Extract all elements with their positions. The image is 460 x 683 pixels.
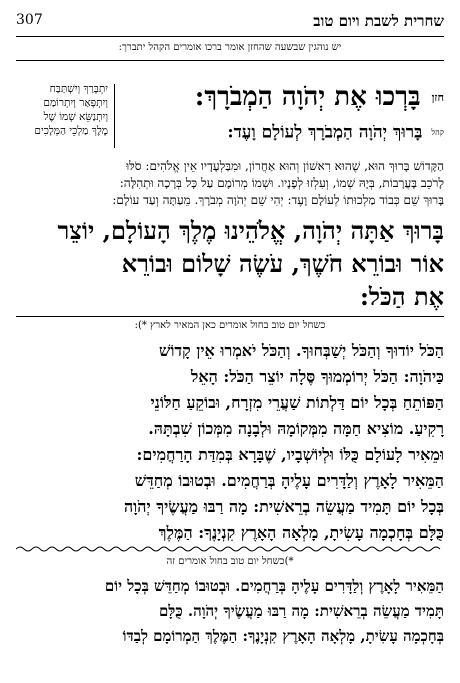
chazan-text: בָּרְכוּ אֶת יְהֹוָה הַמְבֹרָךְ: xyxy=(194,82,421,112)
yitbarach-response xyxy=(16,82,108,154)
custom-note: יש נוהגין שבשעה שהחזן אומר ברכו אומרים הקהל יתברך: xyxy=(118,42,342,53)
shabbat-note: כשחל יום טוב בחול אומרים כאן המאיר לארץ *): xyxy=(134,320,326,331)
text-line: כַּיהֹוָה: הַכֹּל יְרוֹמְמוּךָ סֶּלָה יוֹצֵר הַכֹּל: הָאֵל xyxy=(190,367,444,386)
section-rule xyxy=(16,316,444,317)
page-number: 307 xyxy=(16,12,43,28)
note-rule xyxy=(16,60,444,61)
blessing-line: בָּרוּךְ אַתָּה יְהֹוָה, אֱלֹהֵינוּ מֶלֶךְ הָעוֹלָם, יוֹצֵר xyxy=(57,216,444,245)
yitbarach-line: וְיִתְנַשֵּׂא שְׁמוֹ שֶׁל xyxy=(43,111,108,123)
wavy-divider xyxy=(16,545,444,553)
column-divider xyxy=(114,84,115,148)
barchu-main xyxy=(120,82,444,154)
text-line: בָּרוּךְ שֵׁם כְּבוֹד מַלְכוּתוֹ לְעוֹלָם וָעֶד: יְהִי שֵׁם יְהֹוָה מְבֹרָךְ. מֵעַתָּה וְעַד עוֹלָם: xyxy=(112,193,444,207)
yitbarach-line: מֶלֶךְ מַלְכֵי הַמְּלָכִים xyxy=(34,125,108,137)
hakol-yoducha-paragraph xyxy=(16,338,444,546)
text-line: הַמֵּאִיר לָאָרֶץ וְלַדָּרִים עָלֶיהָ בְּרַחֲמִים. וּבְטוּבוֹ מְחַדֵּשׁ xyxy=(134,471,444,490)
kahal-text: בָּרוּךְ יְהֹוָה הַמְבֹרָךְ לְעוֹלָם וָעֶד: xyxy=(227,122,423,143)
page-header xyxy=(16,12,444,32)
footnote-note: *)כשחל יום טוב בחול אומרים זה xyxy=(166,556,294,567)
yotzer-blessing xyxy=(16,214,444,313)
text-line: רָקִיעַ. מוֹצִיא חַמָּה מִמְּקוֹמָהּ וּלְבָנָה מִמְּכוֹן שִׁבְתָּהּ. xyxy=(148,419,444,438)
text-line: בְּכָל יוֹם תָּמִיד מַעֲשֵׂה בְרֵאשִׁית: מָה רַבּוּ מַעֲשֶׂיךָ יְהֹוָה xyxy=(123,497,444,516)
text-line: וּמֵאִיר לָעוֹלָם כֻּלּוֹ וּלְיוֹשְׁבָיו, שֶׁבָּרָא בְּמִדַּת הָרַחֲמִים: xyxy=(136,445,444,464)
kahal-line xyxy=(227,122,444,143)
chazan-line xyxy=(195,82,444,112)
text-line: הַכֹּל יוֹדוּךָ וְהַכֹּל יְשַׁבְּחוּךָ. וְהַכֹּל יֹאמְרוּ אֵין קָדוֹשׁ xyxy=(159,341,444,360)
blessing-line: אוֹר וּבוֹרֵא חֹשֶׁךְ, עֹשֶׂה שָׁלוֹם וּבוֹרֵא xyxy=(121,249,444,278)
kahal-label: קהל xyxy=(431,128,444,137)
text-line: הַמֵּאִיר לָאָרֶץ וְלַדָּרִים עָלֶיהָ בְּרַחֲמִים. וּבְטוּבוֹ מְחַדֵּשׁ בְּכָל יוֹם xyxy=(104,577,444,595)
text-line: לָרֹכֵב בָּעֲרָבוֹת, בְּיָהּ שְׁמוֹ, וְעִלְזוּ לְפָנָיו. וּשְׁמוֹ מְרוֹמָם עַל כָּל בְּרָכָה וּתְהִלָּה: xyxy=(119,176,444,190)
yitbarach-line: יִתְבָּרַךְ וְיִשְׁתַּבַּח xyxy=(49,83,108,95)
text-line: כֻּלָּם בְּחָכְמָה עָשִׂיתָ, מָלְאָה הָאָרֶץ קִנְיָנֶךָ: הַמֶּלֶךְ xyxy=(158,523,444,542)
footnote-paragraph xyxy=(16,574,444,649)
header-rule xyxy=(16,36,444,37)
hakadosh-paragraph xyxy=(16,158,444,209)
page-title: שחרית לשבת ויום טוב xyxy=(313,12,444,30)
blessing-line: אֶת הַכֹּל: xyxy=(359,282,444,311)
yitbarach-line: וְיִתְפָּאַר וְיִתְרוֹמַם xyxy=(43,97,108,109)
chazan-label: חזן xyxy=(431,90,444,104)
text-line: תָּמִיד מַעֲשֵׂה בְרֵאשִׁית: מָה רַבּוּ מַעֲשֶׂיךָ יְהֹוָה. כֻּלָּם xyxy=(158,602,444,620)
text-line: הַפּוֹתֵחַ בְּכָל יוֹם דַּלְתוֹת שַׁעֲרֵי מִזְרָח, וּבוֹקֵעַ חַלּוֹנֵי xyxy=(150,393,444,412)
text-line: בְּחָכְמָה עָשִׂיתָ, מָלְאָה הָאָרֶץ קִנְיָנֶךָ: הַמֶּלֶךְ הַמְרוֹמָם לְבַדּוֹ xyxy=(122,627,444,645)
barchu-section xyxy=(16,82,444,154)
text-line: הַקָּדוֹשׁ בָּרוּךְ הוּא, שֶׁהוּא רִאשׁוֹן וְהוּא אַחֲרוֹן, וּמִבַּלְעָדָיו אֵין אֱלֹהִים: סֹלּוּ xyxy=(126,159,444,173)
